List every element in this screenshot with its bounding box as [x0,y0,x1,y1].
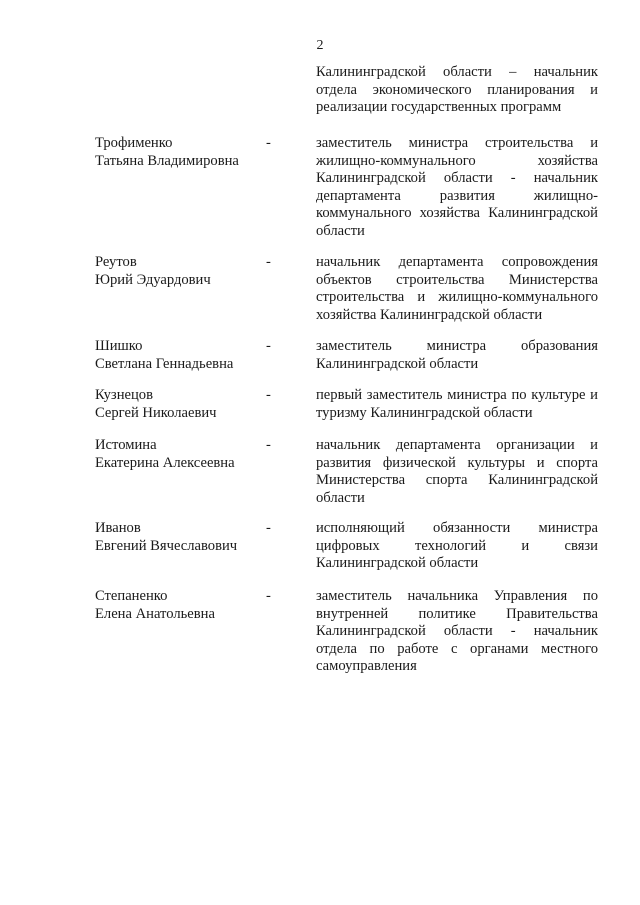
page-number: 2 [316,38,324,53]
given-names: Сергей Николаевич [95,404,217,421]
person-name [95,588,265,623]
dash-separator: - [266,338,271,354]
position-description: первый заместитель министра по культуре и туризму Калининградской области [316,387,598,421]
given-names: Светлана Геннадьевна [95,355,234,372]
dash-separator: - [266,387,271,403]
dash-separator: - [266,135,271,151]
position-description: начальник департамента организации и развития физической культуры и спорта Министерства спорта Калининградской области [316,437,598,506]
position-description: заместитель министра образования Калининградской области [316,338,598,372]
surname: Реутов [95,254,137,270]
person-name [95,254,265,289]
surname: Трофименко [95,135,173,151]
person-name [95,520,265,555]
dash-separator: - [266,588,271,604]
surname: Кузнецов [95,387,153,403]
dash-separator: - [266,437,271,453]
surname: Степаненко [95,588,168,604]
given-names: Евгений Вячеславович [95,537,238,554]
surname: Шишко [95,338,143,354]
given-names: Татьяна Владимировна [95,152,239,169]
person-name [95,338,265,373]
position-description: заместитель начальника Управления по внутренней политике Правительства Калининградской области - начальник отдела по работе с органами местного самоуправления [316,588,598,674]
surname: Истомина [95,437,157,453]
given-names: Елена Анатольевна [95,605,215,622]
dash-separator: - [266,520,271,536]
position-description: исполняющий обязанности министра цифровых технологий и связи Калининградской области [316,520,598,571]
person-name [95,437,265,472]
given-names: Юрий Эдуардович [95,271,211,288]
position-description: начальник департамента сопровождения объектов строительства Министерства строительства и жилищно-коммунального хозяйства Калининградской области [316,254,598,323]
position-description: заместитель министра строительства и жилищно-коммунального хозяйства Калининградской области - начальник департамента развития жилищно-коммунального хозяйства Калининградской области [316,135,598,239]
dash-separator: - [266,254,271,270]
given-names: Екатерина Алексеевна [95,454,235,471]
person-name [95,135,265,170]
person-name [95,387,265,422]
surname: Иванов [95,520,141,536]
continuation-text: Калининградской области – начальник отдела экономического планирования и реализации государственных программ [316,64,598,115]
